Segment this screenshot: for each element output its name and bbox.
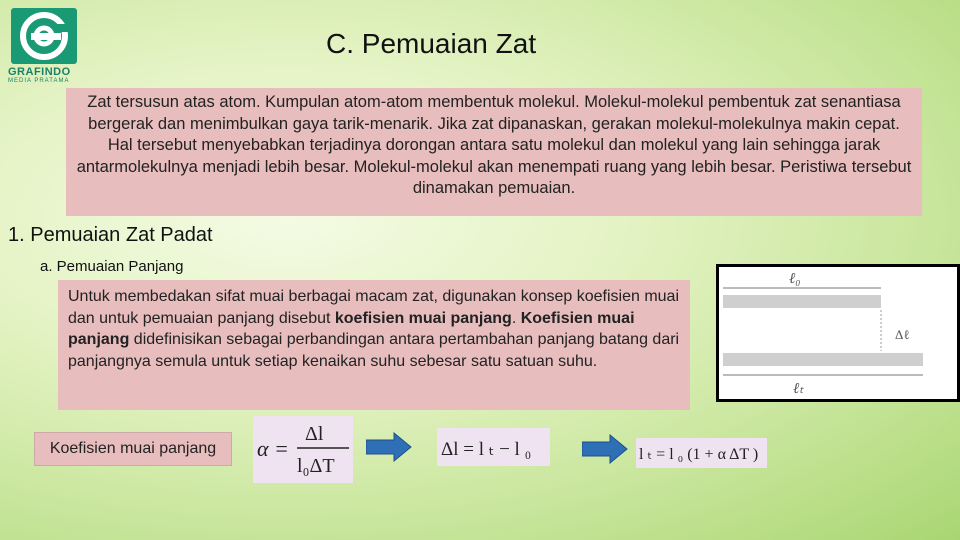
definition-part3: didefinisikan sebagai perbandingan antara pertambahan panjang batang dari panjangnya semula untuk setiap kenaikan suhu sebesar satu satuan suhu.	[68, 331, 680, 370]
intro-text: Zat tersusun atas atom. Kumpulan atom-atom membentuk molekul. Molekul-molekul pembentuk zat senantiasa bergerak dan menimbulkan gaya tarik-menarik. Jika zat dipanaskan, gerakan molekul-molekulnya makin cepat. Hal tersebut menyebabkan terjadinya dorongan antara satu molekul dan molekul yang lain sehingga jarak antarmolekulnya menjadi lebih besar. Molekul-molekul akan menempati ruang yang lebih besar. Peristiwa tersebut dinamakan pemuaian.	[76, 93, 912, 197]
rod-original	[723, 295, 881, 308]
definition-part1: Untuk membedakan sifat muai berbagai macam zat, digunakan konsep koefisien muai dan untuk pemuaian panjang disebut	[68, 288, 679, 327]
formula-alpha-numerator: Δl	[305, 423, 324, 445]
definition-bold2: Koefisien muai panjang	[68, 309, 635, 348]
rod-expanded	[723, 353, 923, 366]
logo-emblem	[11, 8, 77, 64]
formula-alpha-denominator: l₀ΔT	[297, 455, 335, 477]
arrow-right-icon	[366, 432, 412, 462]
formula-delta-l	[437, 428, 550, 466]
label-dl: Δℓ	[895, 327, 910, 342]
expansion-figure	[716, 264, 960, 402]
logo-subtitle: MEDIA PRATAMA	[8, 78, 70, 84]
formula-delta-l-text: Δl = l ₜ − l ₀	[441, 439, 532, 460]
definition-part2: .	[511, 309, 521, 327]
definition-text	[58, 280, 690, 378]
subsection-heading: a. Pemuaian Panjang	[40, 258, 184, 275]
arrow-right-icon	[582, 434, 628, 464]
slide-title: C. Pemuaian Zat	[326, 28, 537, 59]
label-l0: ℓ₀	[789, 271, 801, 287]
coefficient-label: Koefisien muai panjang	[34, 432, 232, 466]
intro-box	[66, 88, 922, 216]
formula-alpha	[253, 416, 353, 483]
section-heading: 1. Pemuaian Zat Padat	[8, 224, 213, 246]
definition-bold1: koefisien muai panjang	[334, 309, 512, 327]
formula-lt-text: l ₜ = l ₀ (1 + α ΔT )	[639, 446, 759, 463]
definition-box	[58, 280, 690, 410]
logo-name: GRAFINDO	[8, 66, 71, 78]
formula-lt	[636, 438, 767, 468]
formula-alpha-lhs: α =	[257, 436, 289, 461]
label-lt: ℓₜ	[793, 381, 804, 397]
grafindo-logo	[8, 4, 80, 82]
expansion-diagram	[719, 267, 957, 399]
